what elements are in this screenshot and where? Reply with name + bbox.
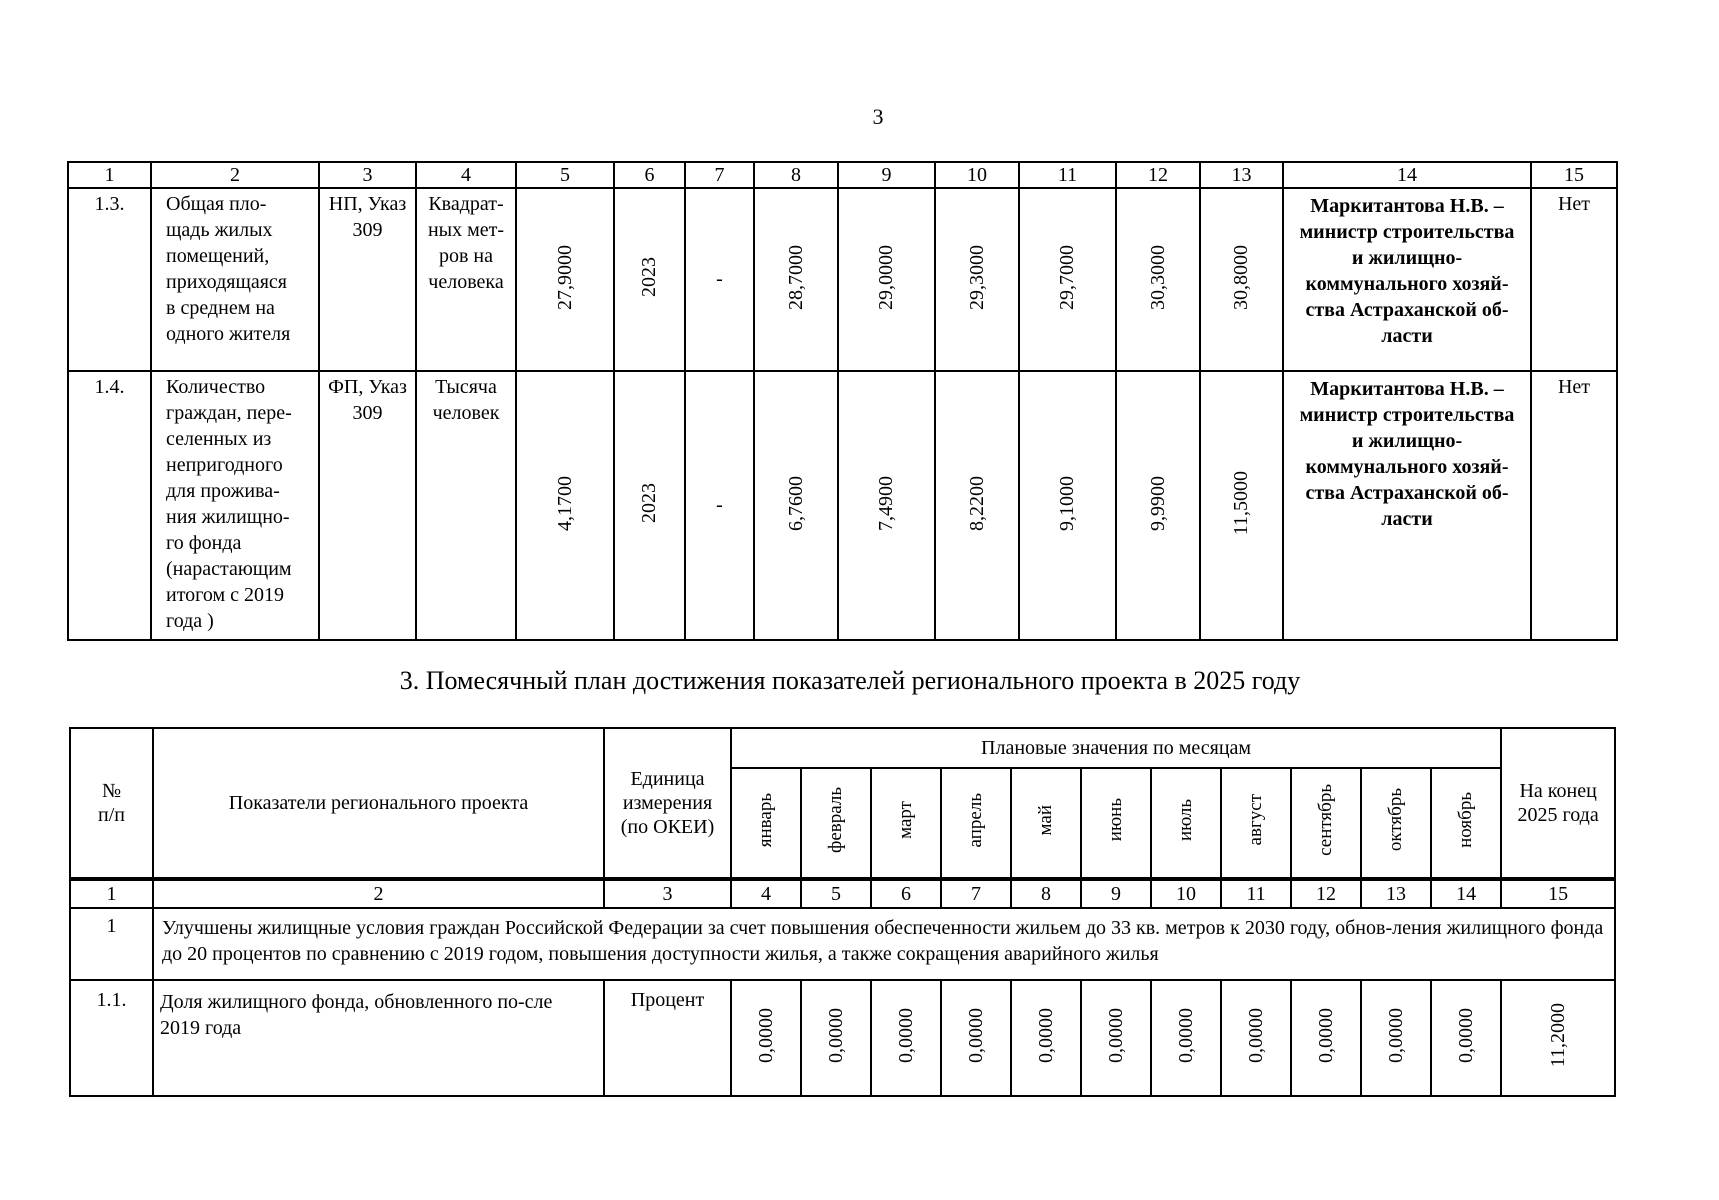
col-index: 1 [68, 162, 151, 188]
year-value: 11,5000 [1200, 371, 1283, 640]
col-index: 3 [604, 879, 731, 908]
col-index: 6 [871, 879, 941, 908]
month-value: 0,0000 [871, 980, 941, 1096]
col-index: 12 [1116, 162, 1200, 188]
col-index: 3 [319, 162, 416, 188]
col-index: 15 [1501, 879, 1615, 908]
goal-text: Улучшены жилищные условия граждан Российской Федерации за счет повышения обеспеченности жильем до 33 кв. метров к 2030 году, обнов-ления жилищного фонда до 20 процентов по сравнению с 2019 годом, повышения доступности жилья, а также сокращения аварийного жилья [153, 908, 1615, 980]
col-index: 11 [1221, 879, 1291, 908]
column-index-row [68, 162, 1617, 188]
monthly-plan-table [69, 727, 1616, 1097]
month-value: 0,0000 [731, 980, 801, 1096]
col-index: 6 [614, 162, 685, 188]
page-number: 3 [872, 104, 884, 129]
indicator-name: Общая пло- щадь жилых помещений, приходящаяся в среднем на одного жителя [151, 188, 319, 371]
base-value: 27,9000 [516, 188, 614, 371]
col-index: 5 [801, 879, 871, 908]
col-index: 2 [153, 879, 604, 908]
col-index: 7 [685, 162, 754, 188]
year-value: 30,8000 [1200, 188, 1283, 371]
goal-row [70, 908, 1615, 980]
responsible-person: Маркитантова Н.В. – министр строительства и жилищно- коммунального хозяй- ства Астраханской об- ласти [1283, 371, 1531, 640]
month-value: 0,0000 [1151, 980, 1221, 1096]
year-end-value: 11,2000 [1501, 980, 1615, 1096]
flag-value: Нет [1531, 371, 1617, 640]
col-index: 14 [1431, 879, 1501, 908]
col-index: 4 [416, 162, 516, 188]
col-index: 4 [731, 879, 801, 908]
row-number: 1.1. [70, 980, 153, 1096]
col-index: 2 [151, 162, 319, 188]
empty-value: - [685, 371, 754, 640]
col-unit-header: Единица измерения (по ОКЕИ) [604, 728, 731, 879]
year-value: 9,1000 [1019, 371, 1116, 640]
col-index: 7 [941, 879, 1011, 908]
year-value: 29,3000 [935, 188, 1019, 371]
row-number: 1.3. [68, 188, 151, 371]
month-header: июль [1151, 768, 1221, 879]
month-header: ноябрь [1431, 768, 1501, 879]
col-number-header: № п/п [70, 728, 153, 879]
col-index: 13 [1361, 879, 1431, 908]
goal-number: 1 [70, 908, 153, 980]
indicators-table-continued [67, 161, 1618, 641]
month-value: 0,0000 [801, 980, 871, 1096]
indicator-name: Доля жилищного фонда, обновленного по-сле 2019 года [153, 980, 604, 1096]
col-index: 12 [1291, 879, 1361, 908]
col-index: 5 [516, 162, 614, 188]
month-header: октябрь [1361, 768, 1431, 879]
col-index: 8 [754, 162, 838, 188]
col-index: 1 [70, 879, 153, 908]
col-index: 15 [1531, 162, 1617, 188]
month-value: 0,0000 [941, 980, 1011, 1096]
month-value: 0,0000 [1291, 980, 1361, 1096]
month-header: январь [731, 768, 801, 879]
unit-of-measure: Процент [604, 980, 731, 1096]
month-header: май [1011, 768, 1081, 879]
year-value: 9,9900 [1116, 371, 1200, 640]
responsible-person: Маркитантова Н.В. – министр строительства и жилищно- коммунального хозяй- ства Астраханской об- ласти [1283, 188, 1531, 371]
col-index: 8 [1011, 879, 1081, 908]
month-value: 0,0000 [1081, 980, 1151, 1096]
year-value: 29,0000 [838, 188, 935, 371]
col-index: 11 [1019, 162, 1116, 188]
column-index-row [70, 879, 1615, 908]
year-value: 28,7000 [754, 188, 838, 371]
base-value: 4,1700 [516, 371, 614, 640]
plan-months-header: Плановые значения по месяцам [731, 728, 1501, 768]
month-header: февраль [801, 768, 871, 879]
indicator-name: Количество граждан, пере- селенных из непригодного для прожива- ния жилищно- го фонда (нарастающим итогом с 2019 года ) [151, 371, 319, 640]
indicator-basis: НП, Указ 309 [319, 188, 416, 371]
month-value: 0,0000 [1011, 980, 1081, 1096]
col-index: 10 [1151, 879, 1221, 908]
col-index: 9 [1081, 879, 1151, 908]
month-value: 0,0000 [1221, 980, 1291, 1096]
table-row [70, 980, 1615, 1096]
unit-of-measure: Тысяча человек [416, 371, 516, 640]
col-year-end-header: На конец 2025 года [1501, 728, 1615, 879]
col-index: 14 [1283, 162, 1531, 188]
col-index: 10 [935, 162, 1019, 188]
col-index: 13 [1200, 162, 1283, 188]
month-header: март [871, 768, 941, 879]
month-value: 0,0000 [1431, 980, 1501, 1096]
year-value: 7,4900 [838, 371, 935, 640]
flag-value: Нет [1531, 188, 1617, 371]
year-value: 8,2200 [935, 371, 1019, 640]
year-value: 6,7600 [754, 371, 838, 640]
unit-of-measure: Квадрат- ных мет- ров на человека [416, 188, 516, 371]
empty-value: - [685, 188, 754, 371]
col-index: 9 [838, 162, 935, 188]
section-title: 3. Помесячный план достижения показателей регионального проекта в 2025 году [399, 666, 1301, 695]
indicator-basis: ФП, Указ 309 [319, 371, 416, 640]
base-year: 2023 [614, 371, 685, 640]
header-row [70, 728, 1615, 768]
month-header: сентябрь [1291, 768, 1361, 879]
table-row [68, 371, 1617, 640]
table-row [68, 188, 1617, 371]
month-header: апрель [941, 768, 1011, 879]
year-value: 29,7000 [1019, 188, 1116, 371]
col-indicator-header: Показатели регионального проекта [153, 728, 604, 879]
base-year: 2023 [614, 188, 685, 371]
month-header: август [1221, 768, 1291, 879]
month-value: 0,0000 [1361, 980, 1431, 1096]
year-value: 30,3000 [1116, 188, 1200, 371]
month-header: июнь [1081, 768, 1151, 879]
row-number: 1.4. [68, 371, 151, 640]
